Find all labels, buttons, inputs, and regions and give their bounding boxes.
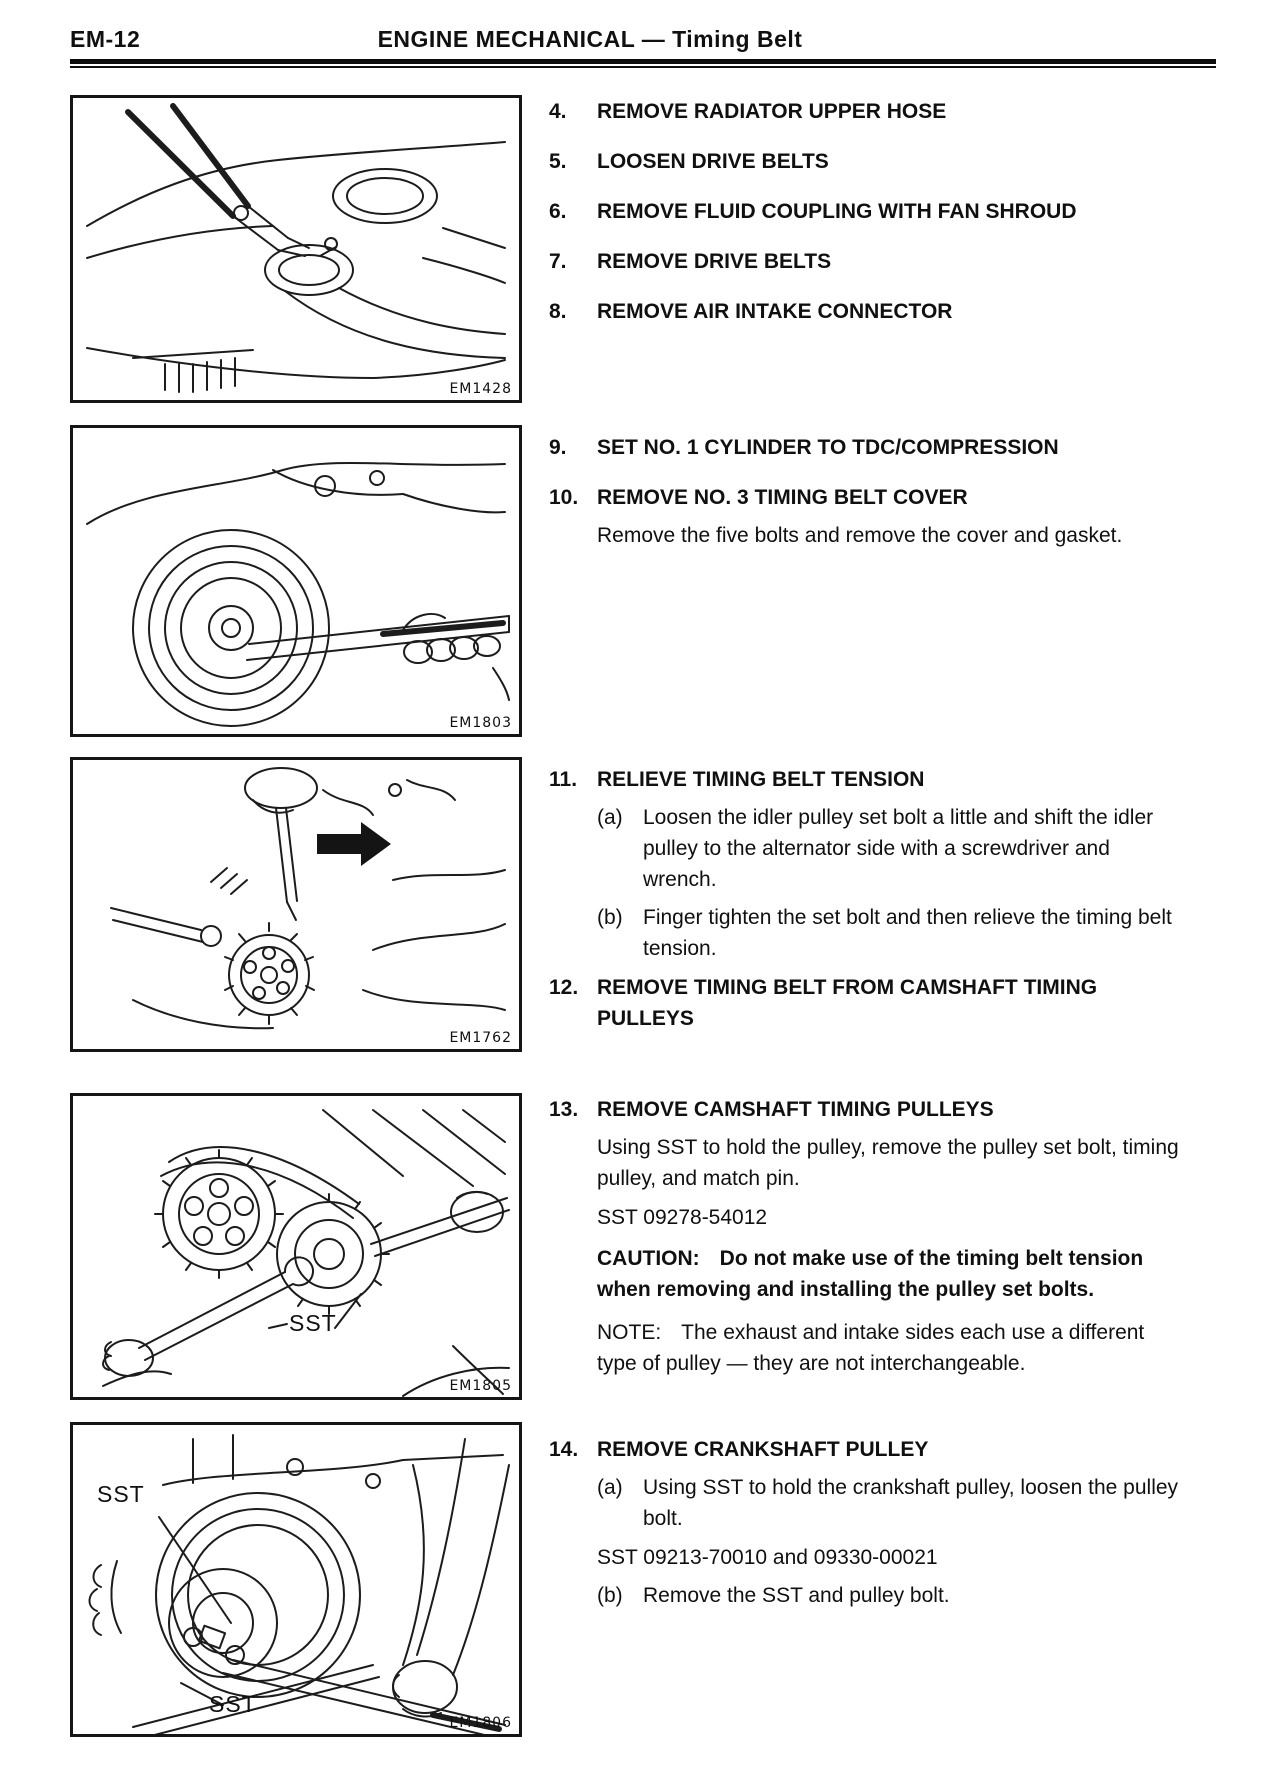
step-paragraph: Remove the five bolts and remove the cover and gasket.: [597, 524, 1123, 547]
sub-item-text: Loosen the idler pulley set bolt a little and shift the idler pulley to the alternator side with a screwdriver and wrench.: [643, 806, 1154, 891]
step-number: 10.: [549, 486, 579, 509]
figure-box-crankshaft-pulley: [70, 1422, 522, 1737]
step-title: REMOVE CRANKSHAFT PULLEY: [597, 1438, 929, 1461]
sub-item-a: [597, 1472, 1189, 1534]
figure-box-radiator-hose: [70, 95, 522, 403]
sub-item-label: (b): [597, 1584, 623, 1607]
step-4: [549, 96, 1189, 127]
caution-label: CAUTION:: [597, 1247, 700, 1270]
sub-item-label: (a): [597, 1476, 623, 1499]
header-rule: [70, 59, 1216, 68]
figure-code-label: EM1762: [449, 1030, 512, 1046]
note-paragraph: [597, 1317, 1189, 1379]
sub-item-a: [597, 802, 1189, 895]
step-number: 12.: [549, 976, 579, 999]
page-code: EM-12: [70, 26, 141, 52]
sst-line: SST 09213-70010 and 09330-00021: [597, 1546, 938, 1569]
step-9: [549, 432, 1189, 463]
step-title: REMOVE FLUID COUPLING WITH FAN SHROUD: [597, 200, 1077, 223]
step-title: RELIEVE TIMING BELT TENSION: [597, 768, 925, 791]
step-number: 4.: [549, 100, 567, 123]
step-number: 9.: [549, 436, 567, 459]
step-6: [549, 196, 1189, 227]
sub-item-b: [597, 1580, 1189, 1611]
page-title: ENGINE MECHANICAL — Timing Belt: [377, 26, 803, 52]
step-number: 7.: [549, 250, 567, 273]
step-number: 14.: [549, 1438, 579, 1461]
sub-item-text: Using SST to hold the crankshaft pulley, loosen the pulley bolt.: [643, 1476, 1179, 1530]
step-number: 13.: [549, 1098, 579, 1121]
caution-paragraph: [597, 1243, 1189, 1305]
figure-box-idler-pulley: [70, 757, 522, 1052]
sub-item-b: [597, 902, 1189, 964]
step-title: REMOVE NO. 3 TIMING BELT COVER: [597, 486, 968, 509]
step-paragraph: Using SST to hold the pulley, remove the pulley set bolt, timing pulley, and match pin.: [597, 1136, 1179, 1190]
step-title: REMOVE DRIVE BELTS: [597, 250, 832, 273]
camshaft-pulley-sst-illustration: [73, 1096, 519, 1397]
sst-label: SST: [289, 1310, 337, 1336]
step-8: [549, 296, 1189, 327]
step-number: 5.: [549, 150, 567, 173]
step-title: REMOVE TIMING BELT FROM CAMSHAFT TIMING PULLEYS: [597, 976, 1098, 1030]
sst-line: SST 09278-54012: [597, 1206, 768, 1229]
step-title: REMOVE CAMSHAFT TIMING PULLEYS: [597, 1098, 994, 1121]
sub-item-text: Finger tighten the set bolt and then relieve the timing belt tension.: [643, 906, 1172, 960]
step-number: 11.: [549, 768, 578, 791]
step-title: REMOVE AIR INTAKE CONNECTOR: [597, 300, 953, 323]
step-11: [549, 764, 1189, 964]
step-number: 6.: [549, 200, 567, 223]
pulley-breaker-bar-illustration: [73, 428, 519, 734]
step-title: LOOSEN DRIVE BELTS: [597, 150, 829, 173]
step-number: 8.: [549, 300, 567, 323]
step-title: SET NO. 1 CYLINDER TO TDC/COMPRESSION: [597, 436, 1059, 459]
step-13: [549, 1094, 1189, 1379]
crankshaft-pulley-sst-illustration: [73, 1425, 519, 1734]
radiator-hose-illustration: [73, 98, 519, 400]
sub-item-label: (a): [597, 806, 623, 829]
screwdriver-idler-illustration: [73, 760, 519, 1049]
step-14: [549, 1434, 1189, 1611]
step-5: [549, 146, 1189, 177]
figure-box-timing-belt-cover: [70, 425, 522, 737]
caution-text: Do not make use of the timing belt tension when removing and installing the pulley set bolts.: [597, 1247, 1144, 1301]
figure-code-label: EM1806: [449, 1715, 512, 1731]
figure-code-label: EM1805: [449, 1378, 512, 1394]
sub-item-text: Remove the SST and pulley bolt.: [643, 1584, 950, 1607]
figure-code-label: EM1803: [449, 715, 512, 731]
step-7: [549, 246, 1189, 277]
step-10: [549, 482, 1189, 551]
sst-label: SST: [209, 1691, 257, 1717]
step-title: REMOVE RADIATOR UPPER HOSE: [597, 100, 947, 123]
step-12: [549, 972, 1189, 1034]
figure-code-label: EM1428: [449, 381, 512, 397]
note-label: NOTE:: [597, 1321, 662, 1344]
figure-box-camshaft-pulleys: [70, 1093, 522, 1400]
sub-item-label: (b): [597, 906, 623, 929]
sst-label: SST: [97, 1481, 145, 1507]
note-text: The exhaust and intake sides each use a different type of pulley — they are not interchangeable.: [597, 1321, 1145, 1375]
